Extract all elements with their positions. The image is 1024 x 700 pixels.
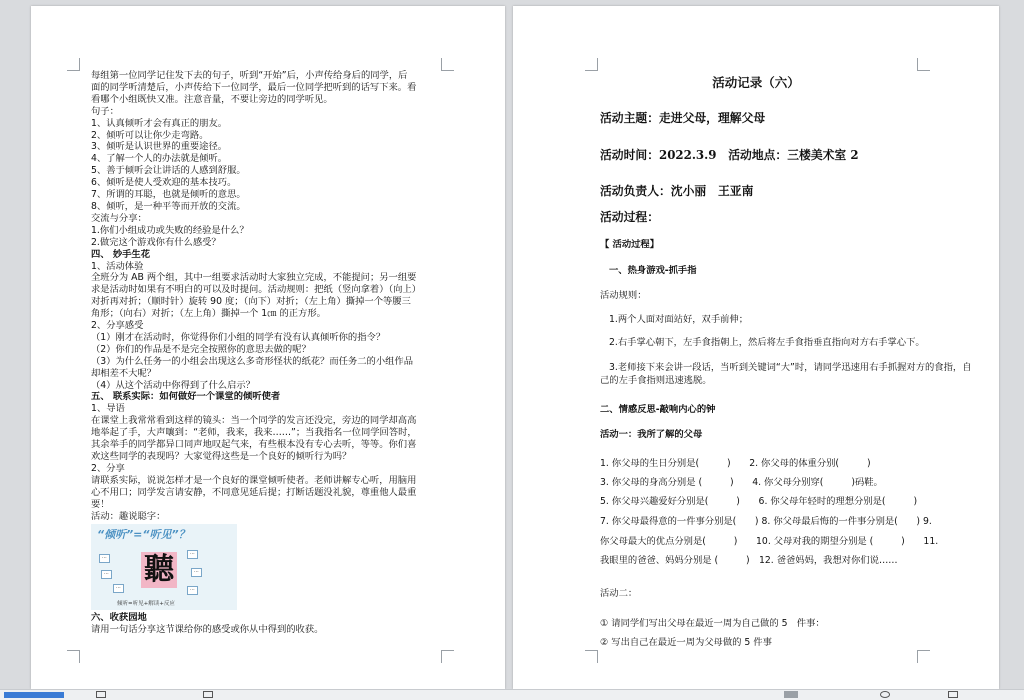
listening-diagram-image [91,524,237,610]
ting-character: 聽 [141,552,177,588]
process-bracket-heading: 【 活动过程】 [600,239,660,250]
fit-page-icon[interactable] [948,691,958,698]
body-line: 4、了解一个人的办法就是倾听。 [91,153,228,165]
document-page-left [31,6,505,689]
activity-leaders: 活动负责人：沈小丽 王亚南 [600,184,754,198]
document-page-right [513,6,999,689]
diagram-node: ··· [101,570,112,579]
body-line: 每组第一位同学记住发下去的句子，听到“开始”后，小声传给身后的同学，后 [91,70,408,81]
view-mode-icon[interactable] [784,691,798,698]
body-line: 2、分享 [91,462,125,474]
body-line: 全班分为 AB 两个组，其中一组要求活动时大家独立完成，不能提问；另一组要 [91,272,417,284]
body-line: 对折再对折；（顺时针）旋转 90 度；（向下）对折；（左上角）撕掉一个等腰三 [91,296,411,308]
activity-2-heading: 活动二： [600,588,638,599]
web-view-icon[interactable] [880,691,890,698]
activity-2-item-2: ② 写出自己在最近一周为父母做的 5 件事 [600,637,772,648]
body-line: 1、导语 [91,403,125,415]
question-row: 1. 你父母的生日分别是( ) 2. 你父母的体重分别( ) [600,458,871,469]
diagram-title: “倾听”=“听见”？ [97,529,190,542]
crop-mark [917,650,930,663]
rule-2: 2.右手掌心朝下，左手食指朝上，然后将左手食指垂直指向对方右手掌心下。 [609,337,925,348]
crop-mark [441,650,454,663]
body-line: 心不用口；同学发言请安静，不同意见延后提；打断话题没礼貌，尊重他人最重 [91,486,417,498]
question-row: 我眼里的爸爸、妈妈分别是 ( ) 12. 爸爸妈妈，我想对你们说…… [600,555,898,566]
body-line: 1、活动体验 [91,260,144,272]
layout-icon[interactable] [203,691,213,698]
activity-theme: 活动主题：走进父母，理解父母 [600,111,766,125]
crop-mark [585,650,598,663]
body-line: 地举起了手，大声嚷到：“老师，我来，我来……”；当我指名一位同学回答时， [91,427,417,439]
body-line: 请联系实际，说说怎样才是一个良好的课堂倾听使者。老师讲解专心听，用脑用 [91,474,417,486]
body-line: 要！ [91,498,110,510]
diagram-node: ··· [113,584,124,593]
page-icon[interactable] [96,691,106,698]
body-line: 句子： [91,105,119,117]
crop-mark [67,58,80,71]
body-line: 求是活动时如果有不明白的可以及时提问。活动规则：把纸（竖向拿着）（向上） [91,284,422,296]
crop-mark [585,58,598,71]
body-line: 8、倾听，是一种平等而开放的交流。 [91,200,246,212]
record-title: 活动记录（六） [712,75,800,90]
body-line: 四、 妙手生花 [91,248,151,260]
body-line: 面的同学听清楚后，小声传给下一位同学，最后一位同学把听到的话写下来。看 [91,81,417,93]
diagram-node: ··· [187,550,198,559]
body-line: 欢这些同学的表现吗？大家觉得这些是一个良好的倾听行为吗？ [91,451,352,462]
body-line: 7、所谓的耳聪，也就是倾听的意思。 [91,189,246,201]
body-line: 其余举手的同学都异口同声地叹起气来，有些根本没有专心去听，等等。你们喜 [91,439,417,451]
section-warmup-heading: 一、热身游戏-抓手指 [609,265,697,276]
status-bar-indicator [4,692,64,698]
body-line: 1、认真倾听才会有真正的朋友。 [91,117,228,129]
diagram-node: ··· [191,568,202,577]
left-page-body [91,70,475,636]
body-line: 五、 联系实际：如何做好一个课堂的倾听使者 [91,391,281,403]
body-line: 3、倾听是认识世界的重要途径。 [91,141,228,153]
diagram-node: ··· [99,554,110,563]
body-line: 6、倾听是使人受欢迎的基本技巧。 [91,177,237,189]
body-line: （4）从这个活动中你得到了什么启示？ [91,379,255,391]
body-line: （3）为什么任务一的小组会出现这么多奇形怪状的纸花？而任务二的小组作品 [91,355,414,367]
body-line: 请用一句话分享这节课给你的感受或你从中得到的收获。 [91,624,324,636]
question-row: 5. 你父母兴趣爱好分别是( ) 6. 你父母年轻时的理想分别是( ) [600,496,918,507]
crop-mark [917,58,930,71]
body-line: 5、善于倾听会让讲话的人感到舒服。 [91,165,246,177]
diagram-node: ··· [187,586,198,595]
body-line: 却相差不大呢？ [91,367,157,379]
body-line: 1.你们小组成功或失败的经验是什么？ [91,224,249,236]
status-bar [0,689,1024,700]
diagram-caption: 倾听=听见+解读+反应 [117,601,175,608]
rule-3: 3.老师接下来会讲一段话，当听到关键词“大”时，请同学迅速用右手抓握对方的食指，自己的左手食指则迅速逃脱。 [600,362,972,386]
rules-label: 活动规则： [600,290,647,301]
body-line: 2、倾听可以让你少走弯路。 [91,129,209,141]
question-row: 7. 你父母最得意的一件事分别是( ) 8. 你父母最后悔的一件事分别是( ) 9. [600,516,932,527]
activity-1-heading: 活动一：我所了解的父母 [600,429,703,440]
body-line: （2）你们的作品是不是完全按照你的意思去做的呢？ [91,343,311,355]
question-row: 你父母最大的优点分别是( ) 10. 父母对我的期望分别是 ( ) 11. [600,536,939,547]
activity-process-heading: 活动过程： [600,210,659,224]
crop-mark [67,650,80,663]
body-line: 交流与分享： [91,212,147,224]
body-line: 活动：趣说聪字： [91,510,166,522]
body-line: 六、收获园地 [91,612,147,624]
activity-2-item-1: ① 请同学们写出父母在最近一周为自己做的 5 件事： [600,618,825,629]
activity-time-place: 活动时间：2022.3.9 活动地点：三楼美术室 2 [600,148,859,162]
body-line: 在课堂上我常常看到这样的镜头：当一个同学的发言还没完，旁边的同学却高高 [91,415,417,427]
body-line: 2、分享感受 [91,320,144,332]
body-line: 看哪个小组既快又准。注意音量，不要让旁边的同学听见。 [91,93,333,105]
section-reflection-heading: 二、情感反思-敲响内心的钟 [600,404,716,415]
question-row: 3. 你父母的身高分别是 ( ) 4. 你父母分别穿( )码鞋。 [600,477,883,488]
rule-1: 1.两个人面对面站好，双手前伸； [609,314,749,325]
body-line: 角形；（向右）对折；（左上角）撕掉一个 1㎝ 的正方形。 [91,308,326,320]
body-line: （1）刚才在活动时，你觉得你们小组的同学有没有认真倾听你的指令？ [91,331,386,343]
body-line: 2.做完这个游戏你有什么感受？ [91,236,221,248]
